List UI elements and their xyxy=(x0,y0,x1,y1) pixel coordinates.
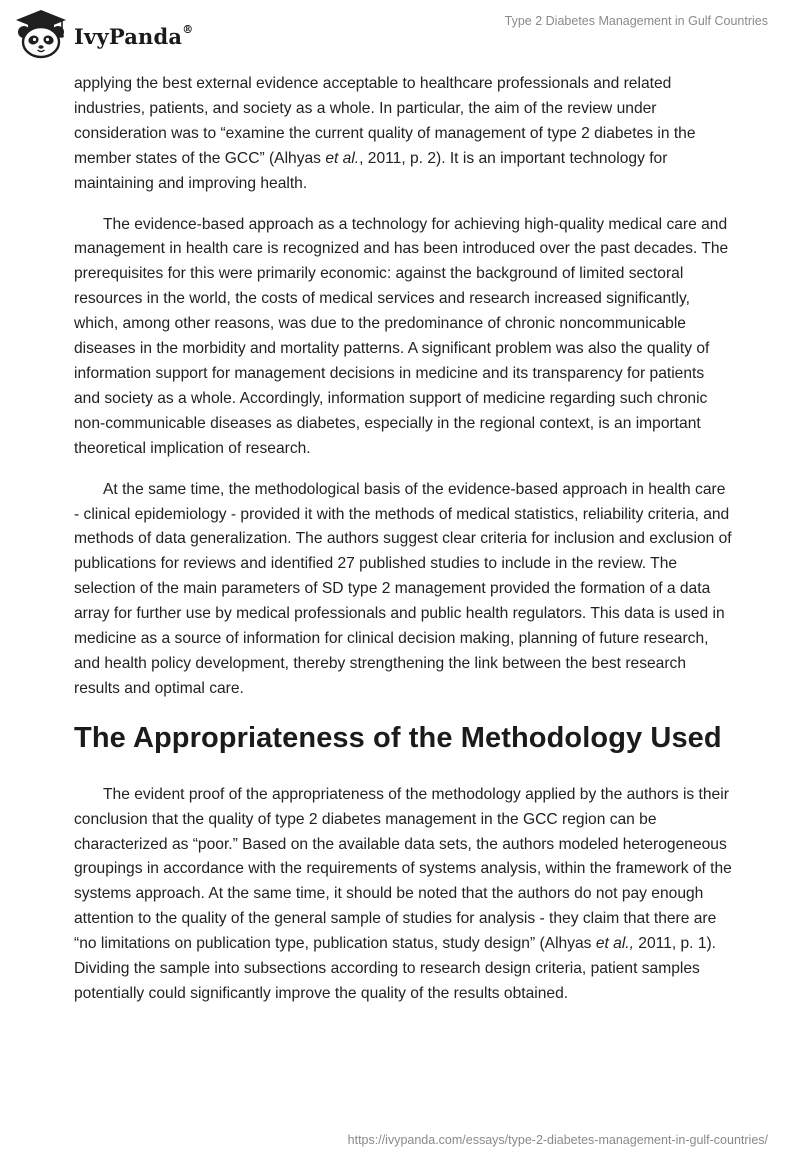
document-title: Type 2 Diabetes Management in Gulf Countries xyxy=(504,14,768,28)
paragraph-1: applying the best external evidence acceptable to healthcare professionals and related industries, patients, and society as a whole. In particular, the aim of the review under consideration was to “examine the current quality of management of type 2 diabetes in the member states of the GCC” (Alhyas et al., 2011, p. 2). It is an important technology for maintaining and improving health. xyxy=(74,75,696,192)
section-heading: The Appropriateness of the Methodology Used xyxy=(74,721,722,754)
panda-graduate-icon xyxy=(14,8,68,60)
paragraph-2: The evidence-based approach as a technology for achieving high-quality medical care and management in health care is recognized and has been introduced over the past decades. The prerequisites for this were primarily economic: against the background of limited sectoral resources in the world, the costs of medical services and research increased significantly, which, among other reasons, was due to the predominance of chronic noncommunicable diseases in the morbidity and mortality patterns. A significant problem was also the quality of information support for management decisions in medicine and its transparency for patients and society as a whole. Accordingly, information support of medicine regarding such chronic non-communicable diseases as diabetes, especially in the regional context, is an important theoretical implication of research. xyxy=(74,215,729,457)
essay-body xyxy=(74,72,734,1023)
page-header xyxy=(0,0,800,70)
paragraph-4: The evident proof of the appropriateness of the methodology applied by the authors is their conclusion that the quality of type 2 diabetes management in the GCC region can be characterized as “poor.” Based on the available data sets, the authors modeled heterogeneous groupings in accordance with the requirements of systems analysis, within the framework of the systems approach. At the same time, it should be noted that the authors do not pay enough attention to the quality of the general sample of studies for analysis - they claim that there are “no limitations on publication type, publication status, study design” (Alhyas et al., 2011, p. 1). Dividing the sample into subsections according to research design criteria, patient samples potentially could significantly improve the quality of the results obtained. xyxy=(74,785,732,1002)
brand-name: IvyPanda® xyxy=(74,22,194,49)
source-url[interactable]: https://ivypanda.com/essays/type-2-diabetes-management-in-gulf-countries/ xyxy=(347,1133,768,1147)
ivypanda-logo[interactable] xyxy=(14,8,193,60)
paragraph-3: At the same time, the methodological basis of the evidence-based approach in health care - clinical epidemiology - provided it with the methods of medical statistics, reliability criteria, and methods of data generalization. The authors suggest clear criteria for inclusion and exclusion of publications for reviews and identified 27 published studies to include in the review. The selection of the main parameters of SD type 2 management provided the formation of a data array for further use by medical professionals and public health regulators. This data is used in medicine as a source of information for clinical decision making, planning of future research, and health policy development, thereby strengthening the link between the best research results and optimal care. xyxy=(74,480,732,697)
